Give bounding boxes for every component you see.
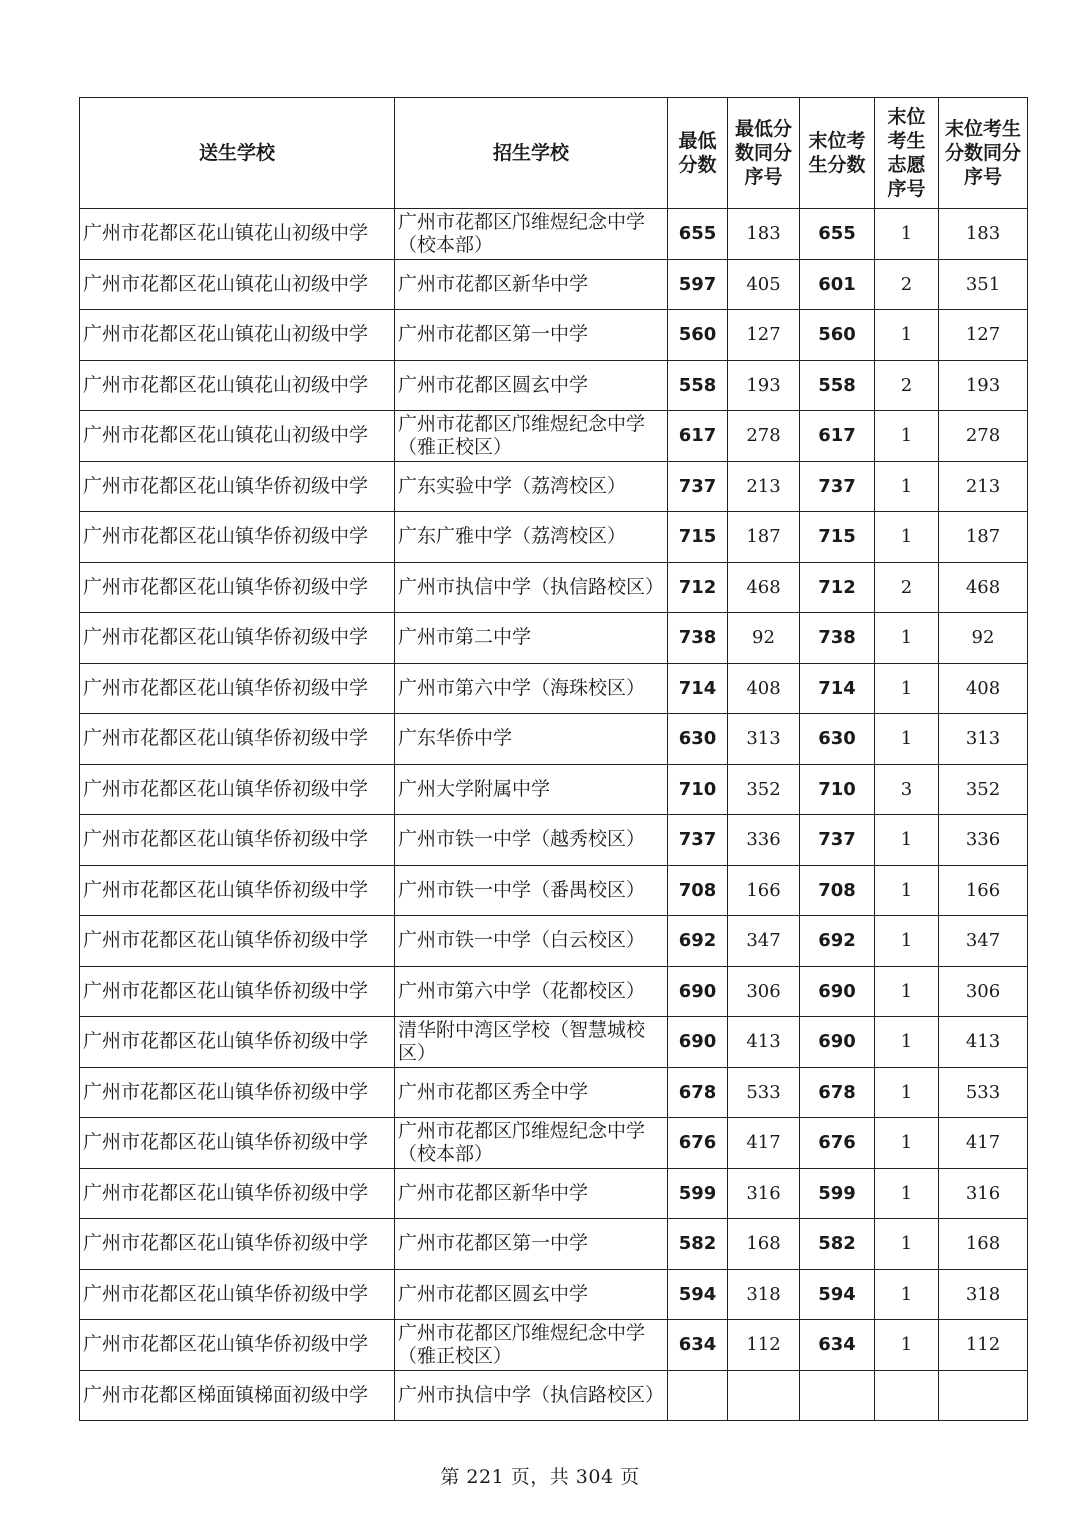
table-row — [80, 1168, 1028, 1219]
admitting-school-cell: 广州大学附属中学 — [395, 764, 668, 815]
table-row — [80, 1269, 1028, 1320]
last-score-cell: 676 — [800, 1118, 875, 1169]
min-score-tie-rank-cell: 413 — [728, 1017, 800, 1068]
sending-school-cell: 广州市花都区花山镇华侨初级中学 — [80, 815, 395, 866]
preference-rank-cell: 1 — [875, 461, 939, 512]
last-tie-rank-cell: 533 — [939, 1067, 1028, 1118]
preference-rank-cell: 1 — [875, 1067, 939, 1118]
last-score-cell: 737 — [800, 815, 875, 866]
last-score-cell: 601 — [800, 259, 875, 310]
sending-school-cell: 广州市花都区花山镇华侨初级中学 — [80, 1067, 395, 1118]
min-score-tie-rank-cell: 127 — [728, 310, 800, 361]
preference-rank-cell: 1 — [875, 1219, 939, 1270]
last-tie-rank-cell: 408 — [939, 663, 1028, 714]
last-tie-rank-cell — [939, 1370, 1028, 1421]
last-score-cell: 630 — [800, 714, 875, 765]
preference-rank-cell: 2 — [875, 360, 939, 411]
last-score-cell: 634 — [800, 1320, 875, 1371]
min-score-tie-rank-cell: 318 — [728, 1269, 800, 1320]
table-row — [80, 1118, 1028, 1169]
last-score-cell — [800, 1370, 875, 1421]
sending-school-cell: 广州市花都区花山镇华侨初级中学 — [80, 1118, 395, 1169]
last-tie-rank-cell: 336 — [939, 815, 1028, 866]
preference-rank-cell: 1 — [875, 310, 939, 361]
last-score-cell: 678 — [800, 1067, 875, 1118]
sending-school-cell: 广州市花都区花山镇华侨初级中学 — [80, 663, 395, 714]
last-score-cell: 582 — [800, 1219, 875, 1270]
preference-rank-cell: 1 — [875, 1118, 939, 1169]
admitting-school-cell: 广州市花都区第一中学 — [395, 1219, 668, 1270]
preference-rank-cell: 1 — [875, 613, 939, 664]
table-row — [80, 663, 1028, 714]
sending-school-cell: 广州市花都区花山镇华侨初级中学 — [80, 916, 395, 967]
preference-rank-cell: 3 — [875, 764, 939, 815]
last-score-cell: 594 — [800, 1269, 875, 1320]
table-row — [80, 865, 1028, 916]
min-score-cell: 737 — [668, 815, 728, 866]
table-row — [80, 360, 1028, 411]
min-score-cell: 582 — [668, 1219, 728, 1270]
preference-rank-cell: 1 — [875, 714, 939, 765]
preference-rank-cell: 1 — [875, 663, 939, 714]
admitting-school-cell: 广州市花都区圆玄中学 — [395, 360, 668, 411]
sending-school-cell: 广州市花都区花山镇华侨初级中学 — [80, 966, 395, 1017]
last-score-cell: 712 — [800, 562, 875, 613]
min-score-cell: 737 — [668, 461, 728, 512]
last-tie-rank-cell: 351 — [939, 259, 1028, 310]
header-min-score: 最低分数 — [668, 98, 728, 209]
admitting-school-cell: 广州市铁一中学（白云校区） — [395, 916, 668, 967]
sending-school-cell: 广州市花都区花山镇花山初级中学 — [80, 259, 395, 310]
sending-school-cell: 广州市花都区花山镇华侨初级中学 — [80, 1219, 395, 1270]
last-score-cell: 714 — [800, 663, 875, 714]
min-score-cell: 558 — [668, 360, 728, 411]
min-score-cell: 678 — [668, 1067, 728, 1118]
table-row — [80, 1219, 1028, 1270]
min-score-cell: 690 — [668, 1017, 728, 1068]
header-last-student-tie-rank: 末位考生分数同分序号 — [939, 98, 1028, 209]
table-row — [80, 310, 1028, 361]
min-score-cell: 560 — [668, 310, 728, 361]
min-score-cell: 690 — [668, 966, 728, 1017]
sending-school-cell: 广州市花都区花山镇华侨初级中学 — [80, 1320, 395, 1371]
admitting-school-cell: 广州市铁一中学（番禺校区） — [395, 865, 668, 916]
last-tie-rank-cell: 306 — [939, 966, 1028, 1017]
min-score-tie-rank-cell: 417 — [728, 1118, 800, 1169]
min-score-tie-rank-cell: 92 — [728, 613, 800, 664]
last-score-cell: 690 — [800, 966, 875, 1017]
min-score-cell: 597 — [668, 259, 728, 310]
preference-rank-cell: 1 — [875, 966, 939, 1017]
last-tie-rank-cell: 168 — [939, 1219, 1028, 1270]
last-score-cell: 655 — [800, 209, 875, 260]
admitting-school-cell: 广东广雅中学（荔湾校区） — [395, 512, 668, 563]
last-tie-rank-cell: 213 — [939, 461, 1028, 512]
last-score-cell: 738 — [800, 613, 875, 664]
last-tie-rank-cell: 352 — [939, 764, 1028, 815]
sending-school-cell: 广州市花都区花山镇华侨初级中学 — [80, 714, 395, 765]
preference-rank-cell: 2 — [875, 562, 939, 613]
page-footer: 第 221 页，共 304 页 — [440, 1466, 640, 1488]
last-tie-rank-cell: 318 — [939, 1269, 1028, 1320]
min-score-tie-rank-cell: 278 — [728, 411, 800, 462]
header-sending-school: 送生学校 — [80, 98, 395, 209]
last-score-cell: 708 — [800, 865, 875, 916]
last-score-cell: 560 — [800, 310, 875, 361]
min-score-cell: 634 — [668, 1320, 728, 1371]
admitting-school-cell: 广州市花都区邝维煜纪念中学（雅正校区） — [395, 411, 668, 462]
last-tie-rank-cell: 468 — [939, 562, 1028, 613]
last-tie-rank-cell: 166 — [939, 865, 1028, 916]
min-score-tie-rank-cell: 213 — [728, 461, 800, 512]
header-admitting-school: 招生学校 — [395, 98, 668, 209]
admitting-school-cell: 广州市花都区圆玄中学 — [395, 1269, 668, 1320]
preference-rank-cell: 1 — [875, 815, 939, 866]
preference-rank-cell: 1 — [875, 1017, 939, 1068]
table-row — [80, 764, 1028, 815]
min-score-tie-rank-cell: 166 — [728, 865, 800, 916]
preference-rank-cell: 2 — [875, 259, 939, 310]
preference-rank-cell: 1 — [875, 1269, 939, 1320]
min-score-cell: 714 — [668, 663, 728, 714]
min-score-tie-rank-cell — [728, 1370, 800, 1421]
last-tie-rank-cell: 278 — [939, 411, 1028, 462]
min-score-cell: 715 — [668, 512, 728, 563]
table-row — [80, 1067, 1028, 1118]
sending-school-cell: 广州市花都区花山镇华侨初级中学 — [80, 512, 395, 563]
min-score-tie-rank-cell: 405 — [728, 259, 800, 310]
last-tie-rank-cell: 417 — [939, 1118, 1028, 1169]
table-row — [80, 1017, 1028, 1068]
min-score-cell: 594 — [668, 1269, 728, 1320]
admitting-school-cell: 广州市第二中学 — [395, 613, 668, 664]
preference-rank-cell: 1 — [875, 1168, 939, 1219]
table-body — [80, 209, 1028, 1421]
sending-school-cell: 广州市花都区花山镇华侨初级中学 — [80, 613, 395, 664]
sending-school-cell: 广州市花都区花山镇华侨初级中学 — [80, 1168, 395, 1219]
admission-score-table — [79, 97, 1028, 1421]
sending-school-cell: 广州市花都区花山镇花山初级中学 — [80, 209, 395, 260]
table-row — [80, 714, 1028, 765]
min-score-cell: 712 — [668, 562, 728, 613]
preference-rank-cell: 1 — [875, 209, 939, 260]
last-tie-rank-cell: 183 — [939, 209, 1028, 260]
preference-rank-cell: 1 — [875, 411, 939, 462]
min-score-tie-rank-cell: 468 — [728, 562, 800, 613]
admitting-school-cell: 广州市铁一中学（越秀校区） — [395, 815, 668, 866]
sending-school-cell: 广州市花都区花山镇华侨初级中学 — [80, 461, 395, 512]
min-score-cell: 710 — [668, 764, 728, 815]
sending-school-cell: 广州市花都区花山镇花山初级中学 — [80, 360, 395, 411]
min-score-tie-rank-cell: 193 — [728, 360, 800, 411]
last-score-cell: 710 — [800, 764, 875, 815]
admitting-school-cell: 广州市执信中学（执信路校区） — [395, 1370, 668, 1421]
table-row — [80, 512, 1028, 563]
min-score-cell: 655 — [668, 209, 728, 260]
table-row — [80, 411, 1028, 462]
sending-school-cell: 广州市花都区花山镇花山初级中学 — [80, 310, 395, 361]
min-score-cell — [668, 1370, 728, 1421]
min-score-cell: 599 — [668, 1168, 728, 1219]
admitting-school-cell: 广州市第六中学（花都校区） — [395, 966, 668, 1017]
last-tie-rank-cell: 347 — [939, 916, 1028, 967]
last-score-cell: 617 — [800, 411, 875, 462]
last-score-cell: 737 — [800, 461, 875, 512]
table-row — [80, 209, 1028, 260]
min-score-tie-rank-cell: 336 — [728, 815, 800, 866]
header-last-student-preference: 末位考生志愿序号 — [875, 98, 939, 209]
admitting-school-cell: 广州市花都区邝维煜纪念中学（校本部） — [395, 209, 668, 260]
table-row — [80, 613, 1028, 664]
preference-rank-cell: 1 — [875, 512, 939, 563]
sending-school-cell: 广州市花都区梯面镇梯面初级中学 — [80, 1370, 395, 1421]
preference-rank-cell: 1 — [875, 916, 939, 967]
min-score-tie-rank-cell: 187 — [728, 512, 800, 563]
min-score-tie-rank-cell: 112 — [728, 1320, 800, 1371]
last-score-cell: 692 — [800, 916, 875, 967]
min-score-tie-rank-cell: 183 — [728, 209, 800, 260]
min-score-cell: 630 — [668, 714, 728, 765]
admitting-school-cell: 广州市花都区邝维煜纪念中学（校本部） — [395, 1118, 668, 1169]
sending-school-cell: 广州市花都区花山镇华侨初级中学 — [80, 1017, 395, 1068]
admitting-school-cell: 广州市花都区第一中学 — [395, 310, 668, 361]
table-row — [80, 562, 1028, 613]
admitting-school-cell: 广东实验中学（荔湾校区） — [395, 461, 668, 512]
preference-rank-cell — [875, 1370, 939, 1421]
last-score-cell: 715 — [800, 512, 875, 563]
last-tie-rank-cell: 112 — [939, 1320, 1028, 1371]
min-score-cell: 676 — [668, 1118, 728, 1169]
min-score-cell: 692 — [668, 916, 728, 967]
table-row — [80, 259, 1028, 310]
admitting-school-cell: 广州市花都区新华中学 — [395, 1168, 668, 1219]
header-last-student-score: 末位考生分数 — [800, 98, 875, 209]
last-tie-rank-cell: 92 — [939, 613, 1028, 664]
min-score-tie-rank-cell: 306 — [728, 966, 800, 1017]
admitting-school-cell: 广州市第六中学（海珠校区） — [395, 663, 668, 714]
last-score-cell: 599 — [800, 1168, 875, 1219]
table-row — [80, 916, 1028, 967]
admitting-school-cell: 广州市花都区新华中学 — [395, 259, 668, 310]
last-tie-rank-cell: 187 — [939, 512, 1028, 563]
sending-school-cell: 广州市花都区花山镇华侨初级中学 — [80, 764, 395, 815]
min-score-tie-rank-cell: 316 — [728, 1168, 800, 1219]
table-row — [80, 966, 1028, 1017]
last-score-cell: 558 — [800, 360, 875, 411]
preference-rank-cell: 1 — [875, 865, 939, 916]
min-score-tie-rank-cell: 533 — [728, 1067, 800, 1118]
min-score-cell: 708 — [668, 865, 728, 916]
min-score-tie-rank-cell: 347 — [728, 916, 800, 967]
last-tie-rank-cell: 127 — [939, 310, 1028, 361]
last-score-cell: 690 — [800, 1017, 875, 1068]
min-score-tie-rank-cell: 168 — [728, 1219, 800, 1270]
admitting-school-cell: 广州市花都区秀全中学 — [395, 1067, 668, 1118]
table-row — [80, 461, 1028, 512]
table-row — [80, 1320, 1028, 1371]
min-score-tie-rank-cell: 313 — [728, 714, 800, 765]
last-tie-rank-cell: 413 — [939, 1017, 1028, 1068]
admitting-school-cell: 清华附中湾区学校（智慧城校区） — [395, 1017, 668, 1068]
admitting-school-cell: 广州市执信中学（执信路校区） — [395, 562, 668, 613]
sending-school-cell: 广州市花都区花山镇花山初级中学 — [80, 411, 395, 462]
min-score-cell: 738 — [668, 613, 728, 664]
table-row — [80, 815, 1028, 866]
table-header-row — [80, 98, 1028, 209]
table-row — [80, 1370, 1028, 1421]
min-score-cell: 617 — [668, 411, 728, 462]
header-min-score-tie-rank: 最低分数同分序号 — [728, 98, 800, 209]
preference-rank-cell: 1 — [875, 1320, 939, 1371]
last-tie-rank-cell: 193 — [939, 360, 1028, 411]
min-score-tie-rank-cell: 352 — [728, 764, 800, 815]
admitting-school-cell: 广州市花都区邝维煜纪念中学（雅正校区） — [395, 1320, 668, 1371]
admitting-school-cell: 广东华侨中学 — [395, 714, 668, 765]
sending-school-cell: 广州市花都区花山镇华侨初级中学 — [80, 1269, 395, 1320]
sending-school-cell: 广州市花都区花山镇华侨初级中学 — [80, 865, 395, 916]
last-tie-rank-cell: 316 — [939, 1168, 1028, 1219]
sending-school-cell: 广州市花都区花山镇华侨初级中学 — [80, 562, 395, 613]
min-score-tie-rank-cell: 408 — [728, 663, 800, 714]
last-tie-rank-cell: 313 — [939, 714, 1028, 765]
